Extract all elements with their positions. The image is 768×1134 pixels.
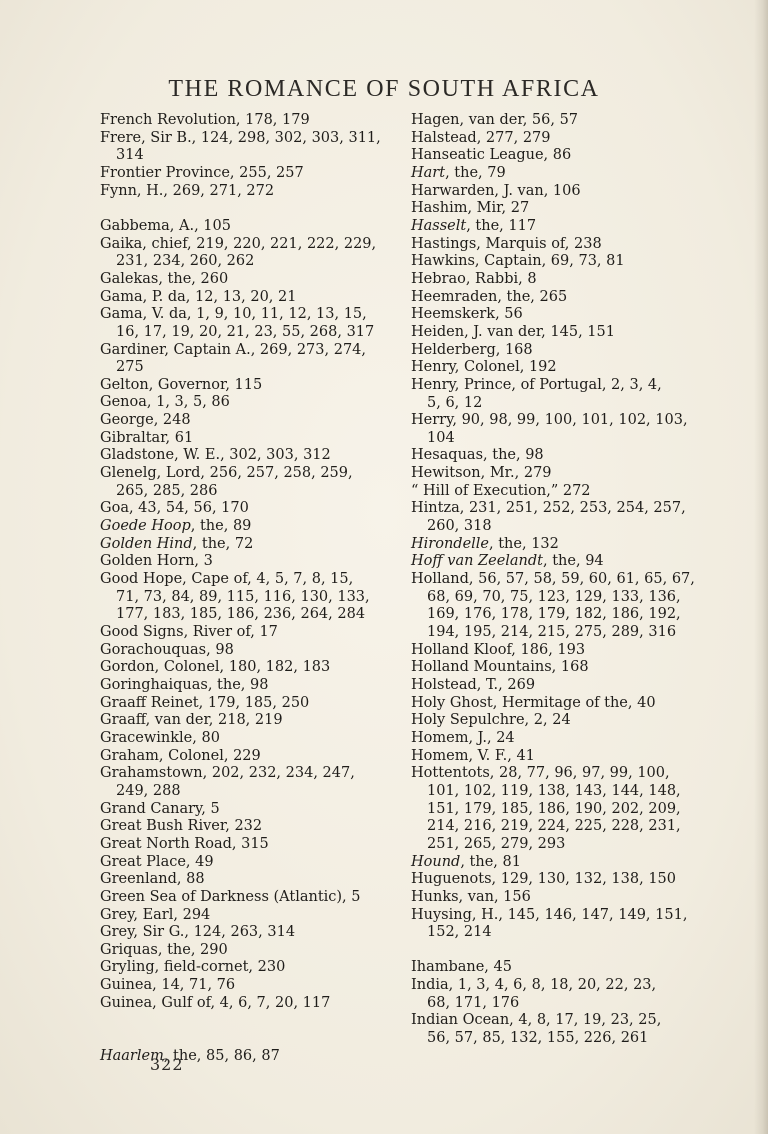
index-entry	[411, 165, 703, 183]
entry-line: Holstead, T., 269	[411, 677, 536, 693]
entry-italic-title: Hasselt	[411, 217, 467, 234]
entry-line: 251, 265, 279, 293	[427, 835, 566, 852]
index-entry	[411, 959, 703, 977]
index-gap	[100, 1030, 392, 1048]
index-entry	[411, 500, 703, 535]
index-entry	[100, 730, 392, 748]
index-entry	[100, 695, 392, 713]
entry-line: Holy Sepulchre, 2, 24	[411, 712, 571, 729]
entry-line: 71, 73, 84, 89, 115, 116, 130, 133,	[116, 588, 370, 605]
entry-line: Gelton, Governor, 115	[100, 376, 263, 393]
index-entry	[100, 942, 392, 960]
index-entry	[411, 553, 703, 571]
entry-line: 194, 195, 214, 215, 275, 289, 316	[427, 624, 677, 641]
index-entry	[100, 818, 392, 836]
index-column-left	[100, 112, 392, 1065]
index-entry	[100, 642, 392, 660]
entry-line: Guinea, 14, 71, 76	[100, 977, 236, 994]
entry-line: Gabbema, A., 105	[100, 217, 231, 234]
entry-line: Henry, Colonel, 192	[411, 359, 557, 376]
index-entry	[411, 359, 703, 377]
index-entry	[100, 977, 392, 995]
running-title: THE ROMANCE OF SOUTH AFRICA	[168, 76, 600, 102]
entry-line: India, 1, 3, 4, 6, 8, 18, 20, 22, 23,	[411, 977, 657, 994]
entry-line: Gibraltar, 61	[100, 429, 194, 446]
index-entry	[100, 112, 392, 130]
index-entry	[100, 924, 392, 942]
entry-line: George, 248	[100, 412, 191, 429]
index-entry	[411, 306, 703, 324]
index-entry	[411, 977, 703, 1012]
entry-line: 152, 214	[427, 924, 492, 941]
entry-line: Gama, P. da, 12, 13, 20, 21	[100, 288, 297, 305]
index-entry	[100, 907, 392, 925]
index-entry	[411, 871, 703, 889]
index-entry	[100, 518, 392, 536]
index-entry	[411, 324, 703, 342]
index-entry	[411, 571, 703, 642]
entry-pages: , the, 89	[190, 518, 252, 535]
entry-line: 101, 102, 119, 138, 143, 144, 148,	[427, 782, 681, 799]
entry-line: 260, 318	[427, 518, 492, 535]
entry-line: Great Place, 49	[100, 853, 214, 870]
index-entry	[100, 412, 392, 430]
entry-line: Hastings, Marquis of, 238	[411, 235, 602, 252]
index-entry	[411, 677, 703, 695]
entry-line: Harwarden, J. van, 106	[411, 182, 581, 199]
entry-line: Huysing, H., 145, 146, 147, 149, 151,	[411, 906, 688, 923]
entry-line: 214, 216, 219, 224, 225, 228, 231,	[427, 818, 681, 835]
entry-line: Huguenots, 129, 130, 132, 138, 150	[411, 871, 676, 888]
index-entry	[411, 253, 703, 271]
entry-line: Grey, Sir G., 124, 263, 314	[100, 924, 296, 941]
entry-line: Hottentots, 28, 77, 96, 97, 99, 100,	[411, 765, 670, 782]
entry-line: Gryling, field-cornet, 230	[100, 959, 286, 976]
index-entry	[411, 342, 703, 360]
entry-line: Heemraden, the, 265	[411, 288, 568, 305]
entry-line: Henry, Prince, of Portugal, 2, 3, 4,	[411, 376, 662, 393]
entry-pages: , the, 81	[460, 853, 521, 870]
index-entry	[411, 147, 703, 165]
entry-line: Golden Horn, 3	[100, 553, 213, 570]
index-entry	[100, 995, 392, 1013]
entry-line: Great Bush River, 232	[100, 818, 263, 835]
entry-line: Great North Road, 315	[100, 835, 269, 852]
index-entry	[100, 624, 392, 642]
entry-line: Hashim, Mir, 27	[411, 200, 530, 217]
entry-line: Graham, Colonel, 229	[100, 747, 261, 764]
index-entry	[411, 1012, 703, 1047]
index-entry	[411, 642, 703, 660]
index-entry	[100, 500, 392, 518]
entry-line: Homem, V. F., 41	[411, 747, 535, 764]
index-entry	[100, 465, 392, 500]
index-entry	[411, 712, 703, 730]
index-entry	[100, 659, 392, 677]
entry-line: 169, 176, 178, 179, 182, 186, 192,	[427, 606, 681, 623]
entry-pages: , the, 85, 86, 87	[163, 1047, 280, 1064]
index-entry	[100, 447, 392, 465]
index-entry	[411, 377, 703, 412]
index-entry	[411, 695, 703, 713]
index-entry	[100, 765, 392, 800]
entry-line: Gordon, Colonel, 180, 182, 183	[100, 659, 331, 676]
index-entry	[411, 730, 703, 748]
index-entry	[100, 889, 392, 907]
index-entry	[100, 394, 392, 412]
index-entry	[411, 465, 703, 483]
index-entry	[411, 271, 703, 289]
index-entry	[100, 1048, 392, 1066]
index-entry	[411, 907, 703, 942]
index-entry	[100, 854, 392, 872]
index-entry	[411, 536, 703, 554]
entry-italic-title: Hoff van Zeelandt	[411, 553, 544, 570]
entry-italic-title: Hirondelle	[411, 535, 490, 552]
entry-line: Galekas, the, 260	[100, 270, 229, 287]
index-entry	[100, 342, 392, 377]
entry-line: Hesaquas, the, 98	[411, 447, 544, 464]
entry-line: Goringhaiquas, the, 98	[100, 676, 269, 693]
index-entry	[100, 306, 392, 341]
index-entry	[100, 289, 392, 307]
index-entry	[411, 112, 703, 130]
entry-line: Gardiner, Captain A., 269, 273, 274,	[100, 341, 367, 358]
entry-line: 275	[116, 359, 144, 376]
index-entry	[100, 836, 392, 854]
entry-line: 16, 17, 19, 20, 21, 23, 55, 268, 317	[116, 323, 375, 340]
entry-italic-title: Hart	[411, 164, 446, 181]
index-entry	[411, 200, 703, 218]
index-gap	[100, 1012, 392, 1030]
index-entry	[100, 430, 392, 448]
index-entry	[411, 218, 703, 236]
index-entry	[411, 236, 703, 254]
entry-line: Griquas, the, 290	[100, 941, 228, 958]
entry-italic-title: Haarlem	[100, 1047, 164, 1064]
index-entry	[411, 748, 703, 766]
entry-line: 5, 6, 12	[427, 394, 483, 411]
entry-line: Grand Canary, 5	[100, 800, 220, 817]
index-gap	[411, 942, 703, 960]
entry-line: Greenland, 88	[100, 871, 205, 888]
entry-pages: , the, 72	[192, 535, 254, 552]
entry-line: 56, 57, 85, 132, 155, 226, 261	[427, 1030, 649, 1047]
entry-line: Homem, J., 24	[411, 729, 515, 746]
index-entry	[411, 765, 703, 853]
entry-line: Gama, V. da, 1, 9, 10, 11, 12, 13, 15,	[100, 306, 367, 323]
index-entry	[100, 748, 392, 766]
index-entry	[411, 289, 703, 307]
index-entry	[100, 183, 392, 201]
entry-line: Fynn, H., 269, 271, 272	[100, 182, 275, 199]
entry-line: Ihambane, 45	[411, 959, 512, 976]
index-entry	[411, 854, 703, 872]
entry-line: Good Signs, River of, 17	[100, 624, 278, 641]
entry-line: 104	[427, 429, 455, 446]
index-entry	[100, 712, 392, 730]
index-entry	[100, 536, 392, 554]
index-entry	[100, 271, 392, 289]
entry-line: Green Sea of Darkness (Atlantic), 5	[100, 888, 361, 905]
entry-italic-title: Golden Hind	[100, 535, 193, 552]
entry-line: Goa, 43, 54, 56, 170	[100, 500, 249, 517]
index-entry	[100, 218, 392, 236]
entry-line: 68, 171, 176	[427, 994, 520, 1011]
entry-line: Hagen, van der, 56, 57	[411, 112, 579, 128]
entry-line: Frontier Province, 255, 257	[100, 164, 304, 181]
entry-line: Hanseatic League, 86	[411, 147, 572, 164]
index-entry	[100, 871, 392, 889]
page-edge-shadow	[754, 0, 768, 1134]
entry-line: Gracewinkle, 80	[100, 729, 220, 746]
entry-pages: , the, 117	[466, 217, 537, 234]
entry-line: Grey, Earl, 294	[100, 906, 211, 923]
page-number: 322	[150, 1055, 184, 1074]
entry-line: Holland Mountains, 168	[411, 659, 589, 676]
index-entry	[100, 130, 392, 165]
entry-line: Gladstone, W. E., 302, 303, 312	[100, 447, 331, 464]
entry-line: Herry, 90, 98, 99, 100, 101, 102, 103,	[411, 412, 688, 429]
index-entry	[411, 447, 703, 465]
entry-pages: , the, 94	[543, 553, 604, 570]
index-column-right	[411, 112, 703, 1048]
entry-line: Graaff, van der, 218, 219	[100, 712, 283, 729]
index-entry	[100, 236, 392, 271]
index-entry	[100, 377, 392, 395]
entry-line: Holland Kloof, 186, 193	[411, 641, 586, 658]
entry-line: Holy Ghost, Hermitage of the, 40	[411, 694, 656, 711]
index-entry	[411, 889, 703, 907]
entry-line: Hebrao, Rabbi, 8	[411, 270, 537, 287]
index-entry	[411, 659, 703, 677]
entry-line: Indian Ocean, 4, 8, 17, 19, 23, 25,	[411, 1012, 662, 1029]
entry-line: Hewitson, Mr., 279	[411, 465, 552, 482]
index-entry	[100, 571, 392, 624]
index-entry	[411, 183, 703, 201]
entry-line: Hunks, van, 156	[411, 888, 531, 905]
entry-pages: , the, 79	[445, 164, 506, 181]
entry-line: 314	[116, 147, 144, 164]
entry-line: Good Hope, Cape of, 4, 5, 7, 8, 15,	[100, 571, 354, 588]
index-gap	[100, 200, 392, 218]
entry-line: Hintza, 231, 251, 252, 253, 254, 257,	[411, 500, 686, 517]
entry-line: 249, 288	[116, 782, 181, 799]
index-entry	[411, 483, 703, 501]
entry-line: “ Hill of Execution,” 272	[411, 482, 591, 499]
index-entry	[100, 677, 392, 695]
index-entry	[411, 412, 703, 447]
entry-line: Grahamstown, 202, 232, 234, 247,	[100, 765, 355, 782]
entry-line: Halstead, 277, 279	[411, 129, 551, 146]
entry-line: Guinea, Gulf of, 4, 6, 7, 20, 117	[100, 994, 331, 1011]
entry-line: Holland, 56, 57, 58, 59, 60, 61, 65, 67,	[411, 571, 695, 588]
entry-line: 265, 285, 286	[116, 482, 218, 499]
entry-line: Heemskerk, 56	[411, 306, 523, 323]
entry-line: Heiden, J. van der, 145, 151	[411, 323, 615, 340]
entry-line: 151, 179, 185, 186, 190, 202, 209,	[427, 800, 681, 817]
index-entry	[100, 165, 392, 183]
entry-line: Frere, Sir B., 124, 298, 302, 303, 311,	[100, 129, 381, 146]
index-entry	[100, 553, 392, 571]
index-entry	[100, 801, 392, 819]
entry-line: Helderberg, 168	[411, 341, 533, 358]
entry-line: Genoa, 1, 3, 5, 86	[100, 394, 230, 411]
entry-line: Graaff Reinet, 179, 185, 250	[100, 694, 310, 711]
entry-line: 68, 69, 70, 75, 123, 129, 133, 136,	[427, 588, 681, 605]
index-entry	[411, 130, 703, 148]
entry-line: Gorachouquas, 98	[100, 641, 234, 658]
entry-italic-title: Hound	[411, 853, 461, 870]
entry-line: Glenelg, Lord, 256, 257, 258, 259,	[100, 465, 353, 482]
index-entry	[100, 959, 392, 977]
entry-line: French Revolution, 178, 179	[100, 112, 310, 128]
entry-line: Gaika, chief, 219, 220, 221, 222, 229,	[100, 235, 377, 252]
entry-line: 231, 234, 260, 262	[116, 253, 255, 270]
entry-line: 177, 183, 185, 186, 236, 264, 284	[116, 606, 366, 623]
entry-pages: , the, 132	[489, 535, 559, 552]
entry-italic-title: Goede Hoop	[100, 518, 191, 535]
entry-line: Hawkins, Captain, 69, 73, 81	[411, 253, 625, 270]
